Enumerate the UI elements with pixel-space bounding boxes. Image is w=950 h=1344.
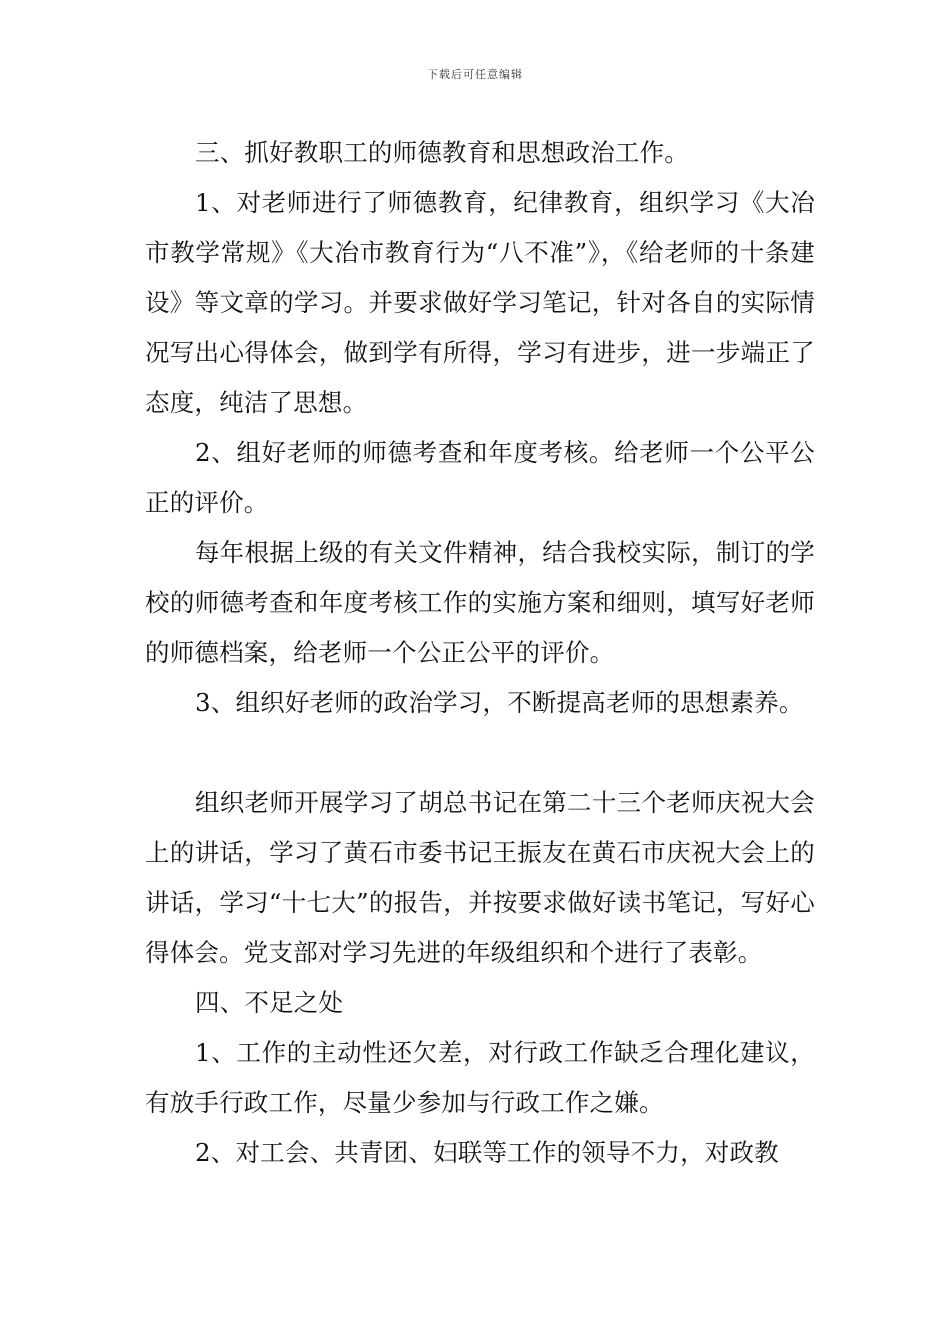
section-heading-3: 三、抓好教职工的师德教育和思想政治工作。 [195,138,689,167]
document-body [145,128,815,1178]
paragraph-item-1: 1、对老师进行了师德教育，纪律教育，组织学习《大冶市教学常规》《大冶市教育行为“八不准”》，《给老师的十条建设》等文章的学习。并要求做好学习笔记，针对各自的实际情况写出心得体会，做到学有所得，学习有进步，进一步端正了态度，纯洁了思想。 [145,188,815,417]
paragraph-item-3: 3、组织好老师的政治学习，不断提高老师的思想素养。 [195,688,804,717]
paragraph-spacer [145,728,815,778]
page-header-note: 下载后可任意编辑 [427,68,523,81]
paragraph-item-2: 2、对工会、共青团、妇联等工作的领导不力，对政教 [195,1138,779,1167]
section-heading-4: 四、不足之处 [195,988,344,1017]
paragraph-body: 组织老师开展学习了胡总书记在第二十三个老师庆祝大会上的讲话，学习了黄石市委书记王振友在黄石市庆祝大会上的讲话，学习“十七大”的报告，并按要求做好读书笔记，写好心得体会。党支部对学习先进的年级组织和个进行了表彰。 [145,788,815,967]
paragraph-item-1: 1、工作的主动性还欠差，对行政工作缺乏合理化建议，有放手行政工作，尽量少参加与行政工作之嫌。 [145,1038,815,1117]
paragraph-item-2: 2、组好老师的师德考查和年度考核。给老师一个公平公正的评价。 [145,438,815,517]
paragraph-body: 每年根据上级的有关文件精神，结合我校实际，制订的学校的师德考查和年度考核工作的实施方案和细则，填写好老师的师德档案，给老师一个公正公平的评价。 [145,538,815,667]
